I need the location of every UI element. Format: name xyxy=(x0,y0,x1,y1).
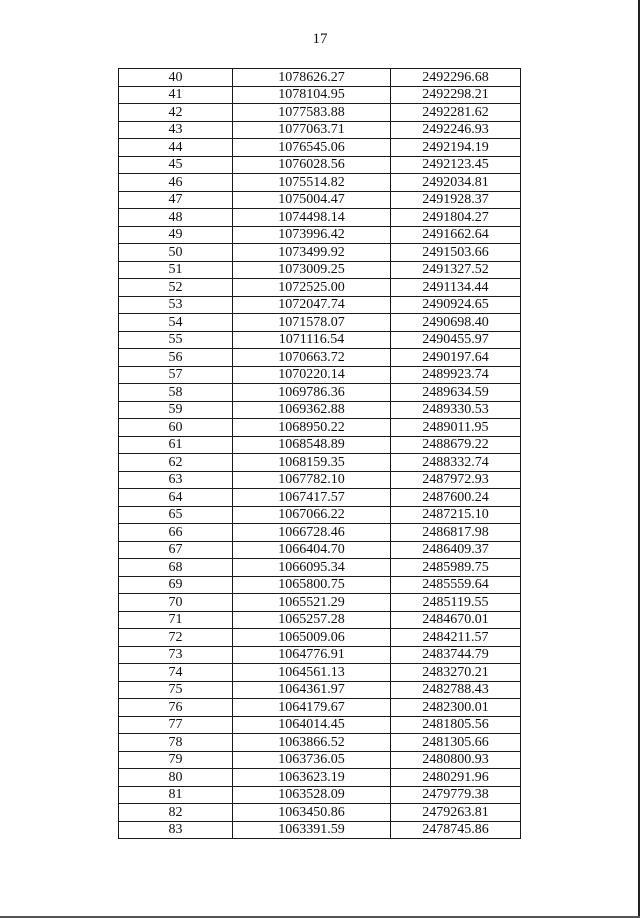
table-row xyxy=(119,331,521,349)
y-coordinate-cell: 2480291.96 xyxy=(391,769,521,787)
point-number-cell: 53 xyxy=(119,296,233,314)
table-row xyxy=(119,419,521,437)
x-coordinate-cell: 1067066.22 xyxy=(233,506,391,524)
x-coordinate-cell: 1064014.45 xyxy=(233,716,391,734)
x-coordinate-cell: 1078104.95 xyxy=(233,86,391,104)
table-row xyxy=(119,261,521,279)
point-number-cell: 80 xyxy=(119,769,233,787)
point-number-cell: 82 xyxy=(119,804,233,822)
y-coordinate-cell: 2490698.40 xyxy=(391,314,521,332)
y-coordinate-cell: 2490455.97 xyxy=(391,331,521,349)
table-row xyxy=(119,716,521,734)
y-coordinate-cell: 2492194.19 xyxy=(391,139,521,157)
table-row xyxy=(119,191,521,209)
y-coordinate-cell: 2491327.52 xyxy=(391,261,521,279)
table-row xyxy=(119,314,521,332)
y-coordinate-cell: 2487600.24 xyxy=(391,489,521,507)
x-coordinate-cell: 1070220.14 xyxy=(233,366,391,384)
x-coordinate-cell: 1068950.22 xyxy=(233,419,391,437)
y-coordinate-cell: 2489923.74 xyxy=(391,366,521,384)
point-number-cell: 83 xyxy=(119,821,233,839)
y-coordinate-cell: 2490924.65 xyxy=(391,296,521,314)
point-number-cell: 52 xyxy=(119,279,233,297)
y-coordinate-cell: 2481805.56 xyxy=(391,716,521,734)
point-number-cell: 76 xyxy=(119,699,233,717)
x-coordinate-cell: 1078626.27 xyxy=(233,69,391,87)
y-coordinate-cell: 2478745.86 xyxy=(391,821,521,839)
page-number: 17 xyxy=(312,31,328,47)
table-row xyxy=(119,506,521,524)
table-row xyxy=(119,296,521,314)
x-coordinate-cell: 1067417.57 xyxy=(233,489,391,507)
table-row xyxy=(119,384,521,402)
table-row xyxy=(119,226,521,244)
point-number-cell: 56 xyxy=(119,349,233,367)
table-row xyxy=(119,629,521,647)
y-coordinate-cell: 2491662.64 xyxy=(391,226,521,244)
x-coordinate-cell: 1063623.19 xyxy=(233,769,391,787)
x-coordinate-cell: 1064776.91 xyxy=(233,646,391,664)
x-coordinate-cell: 1064179.67 xyxy=(233,699,391,717)
point-number-cell: 55 xyxy=(119,331,233,349)
table-row xyxy=(119,594,521,612)
point-number-cell: 70 xyxy=(119,594,233,612)
y-coordinate-cell: 2485989.75 xyxy=(391,559,521,577)
table-row xyxy=(119,279,521,297)
x-coordinate-cell: 1063736.05 xyxy=(233,751,391,769)
point-number-cell: 40 xyxy=(119,69,233,87)
x-coordinate-cell: 1066095.34 xyxy=(233,559,391,577)
point-number-cell: 65 xyxy=(119,506,233,524)
point-number-cell: 57 xyxy=(119,366,233,384)
y-coordinate-cell: 2490197.64 xyxy=(391,349,521,367)
x-coordinate-cell: 1075514.82 xyxy=(233,174,391,192)
x-coordinate-cell: 1065800.75 xyxy=(233,576,391,594)
x-coordinate-cell: 1068159.35 xyxy=(233,454,391,472)
y-coordinate-cell: 2489011.95 xyxy=(391,419,521,437)
x-coordinate-cell: 1077063.71 xyxy=(233,121,391,139)
table-row xyxy=(119,86,521,104)
y-coordinate-cell: 2482300.01 xyxy=(391,699,521,717)
table-row xyxy=(119,489,521,507)
point-number-cell: 67 xyxy=(119,541,233,559)
x-coordinate-cell: 1063450.86 xyxy=(233,804,391,822)
x-coordinate-cell: 1064361.97 xyxy=(233,681,391,699)
point-number-cell: 75 xyxy=(119,681,233,699)
point-number-cell: 66 xyxy=(119,524,233,542)
y-coordinate-cell: 2483744.79 xyxy=(391,646,521,664)
y-coordinate-cell: 2492296.68 xyxy=(391,69,521,87)
table-row xyxy=(119,734,521,752)
table-row xyxy=(119,646,521,664)
table-row xyxy=(119,471,521,489)
y-coordinate-cell: 2486817.98 xyxy=(391,524,521,542)
x-coordinate-cell: 1069786.36 xyxy=(233,384,391,402)
y-coordinate-cell: 2484211.57 xyxy=(391,629,521,647)
x-coordinate-cell: 1068548.89 xyxy=(233,436,391,454)
y-coordinate-cell: 2489634.59 xyxy=(391,384,521,402)
y-coordinate-cell: 2482788.43 xyxy=(391,681,521,699)
table-row xyxy=(119,139,521,157)
x-coordinate-cell: 1071116.54 xyxy=(233,331,391,349)
y-coordinate-cell: 2489330.53 xyxy=(391,401,521,419)
point-number-cell: 54 xyxy=(119,314,233,332)
point-number-cell: 46 xyxy=(119,174,233,192)
table-row xyxy=(119,174,521,192)
y-coordinate-cell: 2485559.64 xyxy=(391,576,521,594)
point-number-cell: 59 xyxy=(119,401,233,419)
x-coordinate-cell: 1076028.56 xyxy=(233,156,391,174)
x-coordinate-cell: 1076545.06 xyxy=(233,139,391,157)
table-row xyxy=(119,769,521,787)
y-coordinate-cell: 2487972.93 xyxy=(391,471,521,489)
point-number-cell: 78 xyxy=(119,734,233,752)
table-row xyxy=(119,436,521,454)
x-coordinate-cell: 1063391.59 xyxy=(233,821,391,839)
point-number-cell: 42 xyxy=(119,104,233,122)
point-number-cell: 68 xyxy=(119,559,233,577)
x-coordinate-cell: 1073009.25 xyxy=(233,261,391,279)
point-number-cell: 60 xyxy=(119,419,233,437)
y-coordinate-cell: 2479779.38 xyxy=(391,786,521,804)
point-number-cell: 45 xyxy=(119,156,233,174)
table-row xyxy=(119,664,521,682)
point-number-cell: 64 xyxy=(119,489,233,507)
x-coordinate-cell: 1067782.10 xyxy=(233,471,391,489)
table-row xyxy=(119,524,521,542)
table-row xyxy=(119,401,521,419)
y-coordinate-cell: 2480800.93 xyxy=(391,751,521,769)
coordinates-table-body xyxy=(119,69,521,839)
y-coordinate-cell: 2487215.10 xyxy=(391,506,521,524)
x-coordinate-cell: 1066404.70 xyxy=(233,541,391,559)
y-coordinate-cell: 2479263.81 xyxy=(391,804,521,822)
table-row xyxy=(119,244,521,262)
x-coordinate-cell: 1071578.07 xyxy=(233,314,391,332)
x-coordinate-cell: 1073996.42 xyxy=(233,226,391,244)
point-number-cell: 43 xyxy=(119,121,233,139)
point-number-cell: 62 xyxy=(119,454,233,472)
point-number-cell: 63 xyxy=(119,471,233,489)
y-coordinate-cell: 2492034.81 xyxy=(391,174,521,192)
table-row xyxy=(119,454,521,472)
x-coordinate-cell: 1063528.09 xyxy=(233,786,391,804)
table-row xyxy=(119,366,521,384)
table-row xyxy=(119,541,521,559)
y-coordinate-cell: 2491928.37 xyxy=(391,191,521,209)
y-coordinate-cell: 2492281.62 xyxy=(391,104,521,122)
table-row xyxy=(119,751,521,769)
point-number-cell: 51 xyxy=(119,261,233,279)
y-coordinate-cell: 2481305.66 xyxy=(391,734,521,752)
point-number-cell: 72 xyxy=(119,629,233,647)
point-number-cell: 41 xyxy=(119,86,233,104)
x-coordinate-cell: 1073499.92 xyxy=(233,244,391,262)
point-number-cell: 69 xyxy=(119,576,233,594)
table-row xyxy=(119,681,521,699)
point-number-cell: 73 xyxy=(119,646,233,664)
point-number-cell: 44 xyxy=(119,139,233,157)
table-row xyxy=(119,804,521,822)
point-number-cell: 81 xyxy=(119,786,233,804)
x-coordinate-cell: 1063866.52 xyxy=(233,734,391,752)
point-number-cell: 47 xyxy=(119,191,233,209)
y-coordinate-cell: 2485119.55 xyxy=(391,594,521,612)
table-row xyxy=(119,104,521,122)
x-coordinate-cell: 1072525.00 xyxy=(233,279,391,297)
table-row xyxy=(119,699,521,717)
x-coordinate-cell: 1070663.72 xyxy=(233,349,391,367)
x-coordinate-cell: 1072047.74 xyxy=(233,296,391,314)
y-coordinate-cell: 2492298.21 xyxy=(391,86,521,104)
table-row xyxy=(119,576,521,594)
table-row xyxy=(119,821,521,839)
x-coordinate-cell: 1065257.28 xyxy=(233,611,391,629)
y-coordinate-cell: 2484670.01 xyxy=(391,611,521,629)
table-row xyxy=(119,121,521,139)
x-coordinate-cell: 1065521.29 xyxy=(233,594,391,612)
table-row xyxy=(119,349,521,367)
point-number-cell: 48 xyxy=(119,209,233,227)
point-number-cell: 77 xyxy=(119,716,233,734)
y-coordinate-cell: 2491134.44 xyxy=(391,279,521,297)
x-coordinate-cell: 1077583.88 xyxy=(233,104,391,122)
y-coordinate-cell: 2488332.74 xyxy=(391,454,521,472)
y-coordinate-cell: 2488679.22 xyxy=(391,436,521,454)
point-number-cell: 49 xyxy=(119,226,233,244)
point-number-cell: 79 xyxy=(119,751,233,769)
x-coordinate-cell: 1066728.46 xyxy=(233,524,391,542)
point-number-cell: 58 xyxy=(119,384,233,402)
y-coordinate-cell: 2492246.93 xyxy=(391,121,521,139)
x-coordinate-cell: 1069362.88 xyxy=(233,401,391,419)
x-coordinate-cell: 1065009.06 xyxy=(233,629,391,647)
point-number-cell: 74 xyxy=(119,664,233,682)
table-row xyxy=(119,69,521,87)
y-coordinate-cell: 2491503.66 xyxy=(391,244,521,262)
table-row xyxy=(119,611,521,629)
table-row xyxy=(119,786,521,804)
x-coordinate-cell: 1074498.14 xyxy=(233,209,391,227)
table-row xyxy=(119,156,521,174)
table-row xyxy=(119,559,521,577)
table-row xyxy=(119,209,521,227)
y-coordinate-cell: 2492123.45 xyxy=(391,156,521,174)
x-coordinate-cell: 1064561.13 xyxy=(233,664,391,682)
point-number-cell: 50 xyxy=(119,244,233,262)
y-coordinate-cell: 2486409.37 xyxy=(391,541,521,559)
point-number-cell: 71 xyxy=(119,611,233,629)
coordinates-table xyxy=(118,68,521,839)
x-coordinate-cell: 1075004.47 xyxy=(233,191,391,209)
point-number-cell: 61 xyxy=(119,436,233,454)
y-coordinate-cell: 2483270.21 xyxy=(391,664,521,682)
y-coordinate-cell: 2491804.27 xyxy=(391,209,521,227)
